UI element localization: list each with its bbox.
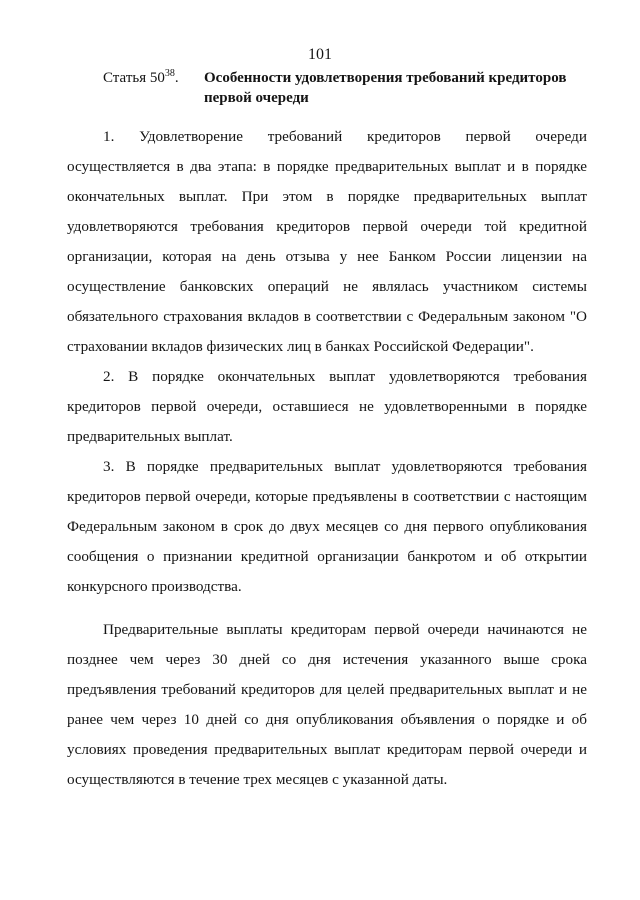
page-number: 101 xyxy=(308,46,332,63)
paragraph-2: 2. В порядке окончательных выплат удовлетворяются требования кредиторов первой очереди, оставшиеся не удовлетворенными в порядке предварительных выплат. xyxy=(67,368,587,445)
article-title: Особенности удовлетворения требований кредиторов первой очереди xyxy=(204,70,567,106)
paragraph-1: 1. Удовлетворение требований кредиторов первой очереди осуществляется в два этапа: в порядке предварительных выплат и в порядке окончательных выплат. При этом в порядке предварительных выплат удовлетворяются требования кредиторов первой очереди той кредитной организации, которая на день отзыва у нее Банком России лицензии на осуществление банковских операций не являлась участником системы обязательного страхования вкладов в соответствии с Федеральным законом "О страховании вкладов физических лиц в банках Российской Федерации". xyxy=(67,128,587,355)
article-label-superscript: 38 xyxy=(164,68,175,79)
article-label-text: Статья 50 xyxy=(103,70,165,86)
article-label xyxy=(103,68,179,88)
paragraph-3: 3. В порядке предварительных выплат удовлетворяются требования кредиторов первой очереди, которые предъявлены в соответствии с настоящим Федеральным законом в срок до двух месяцев со дня первого опубликования сообщения о признании кредитной организации банкротом и об открытии конкурсного производства. xyxy=(67,458,587,595)
article-label-suffix: . xyxy=(174,70,179,86)
article-header xyxy=(103,68,593,108)
paragraph-4: Предварительные выплаты кредиторам первой очереди начинаются не позднее чем через 30 дней со дня истечения указанного выше срока предъявления требований кредиторов для целей предварительных выплат и не ранее чем через 10 дней со дня опубликования объявления о порядке и об условиях проведения предварительных выплат кредиторам первой очереди и осуществляются в течение трех месяцев с указанной даты. xyxy=(67,621,587,788)
article-body xyxy=(67,122,587,795)
